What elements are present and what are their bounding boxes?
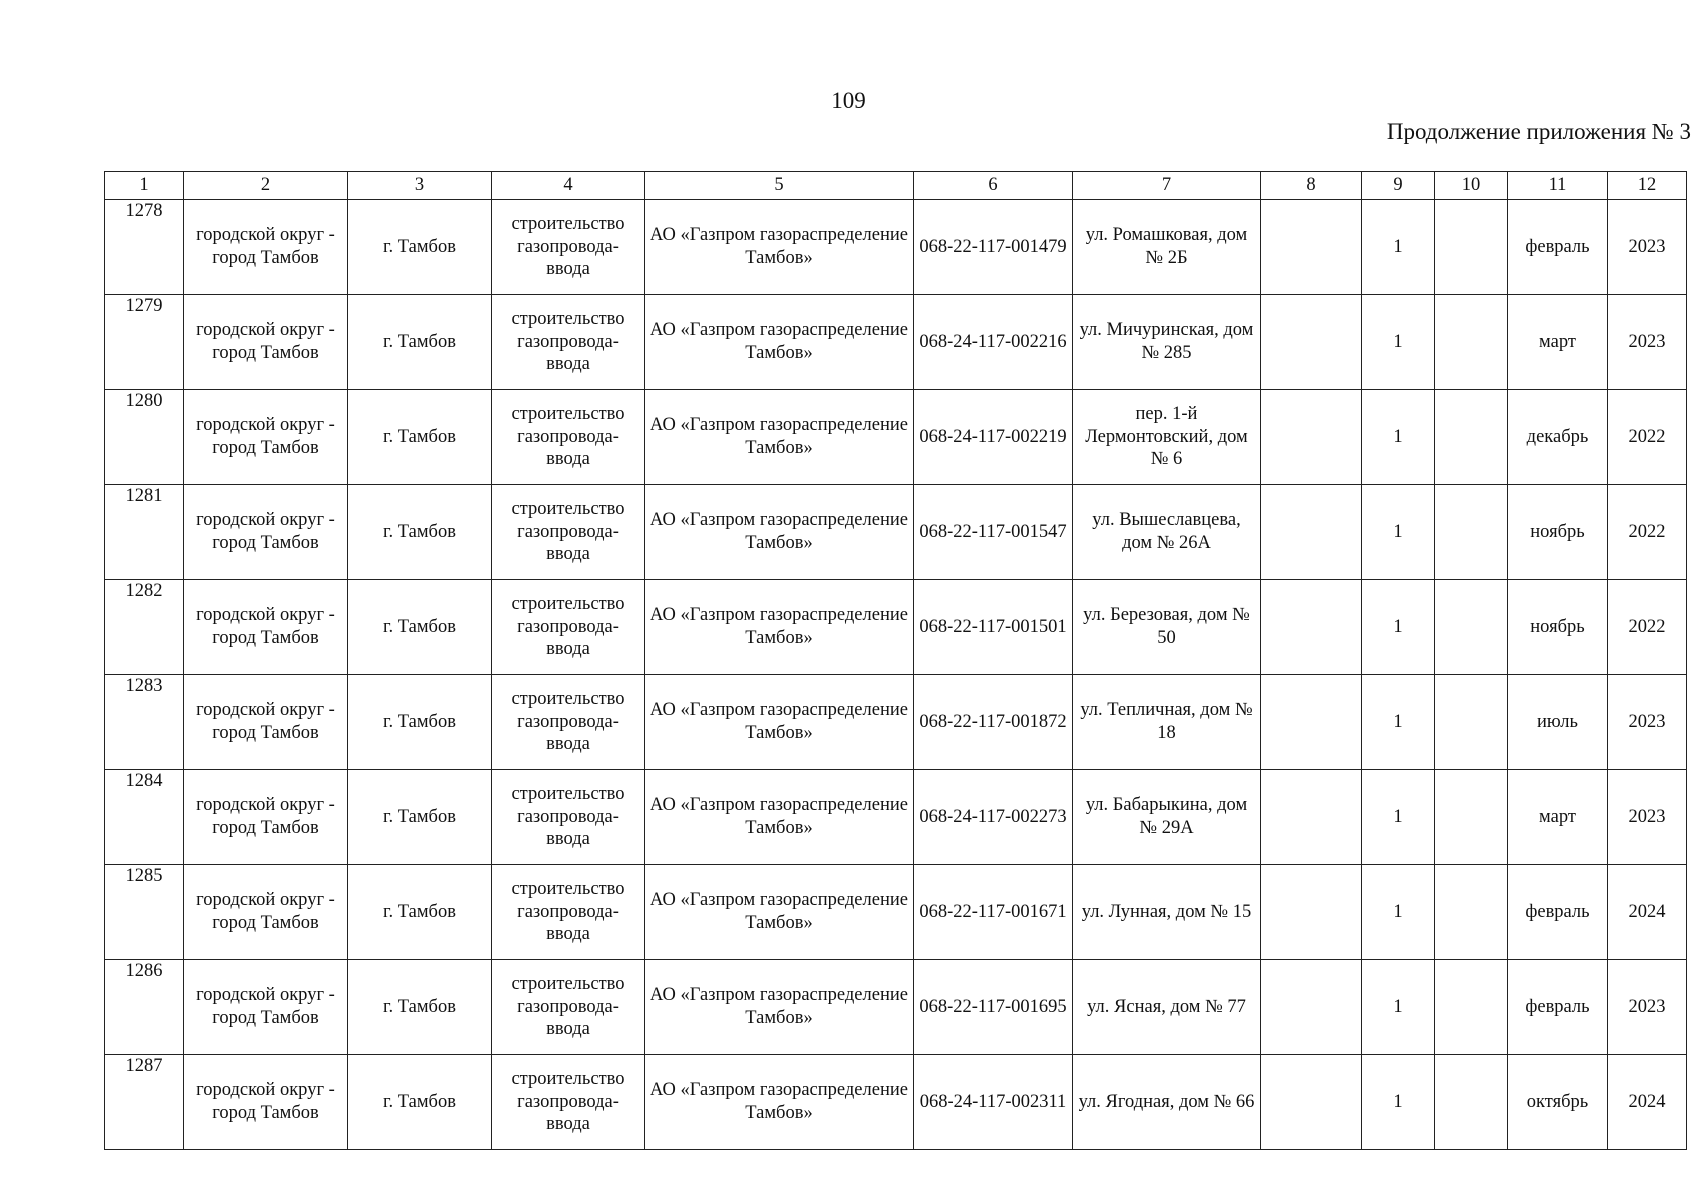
settlement-cell: г. Тамбов [348, 390, 492, 485]
work-type-cell: строительство газопровода-ввода [492, 580, 645, 675]
column-10-cell [1435, 675, 1508, 770]
work-type-cell: строительство газопровода-ввода [492, 960, 645, 1055]
year-cell: 2023 [1608, 960, 1687, 1055]
municipality-cell: городской округ - город Тамбов [184, 770, 348, 865]
quantity-cell: 1 [1362, 295, 1435, 390]
work-type-cell: строительство газопровода-ввода [492, 390, 645, 485]
address-cell: ул. Ягодная, дом № 66 [1073, 1055, 1261, 1150]
column-8-cell [1261, 770, 1362, 865]
column-10-cell [1435, 770, 1508, 865]
column-number-header-row [105, 172, 1687, 200]
quantity-cell: 1 [1362, 675, 1435, 770]
column-header-12: 12 [1608, 172, 1687, 200]
year-cell: 2023 [1608, 675, 1687, 770]
column-header-8: 8 [1261, 172, 1362, 200]
table-row [105, 200, 1687, 295]
row-number: 1278 [105, 200, 184, 295]
organization-cell: АО «Газпром газораспределение Тамбов» [645, 960, 914, 1055]
year-cell: 2022 [1608, 580, 1687, 675]
address-cell: ул. Ромашковая, дом № 2Б [1073, 200, 1261, 295]
quantity-cell: 1 [1362, 485, 1435, 580]
column-header-5: 5 [645, 172, 914, 200]
quantity-cell: 1 [1362, 390, 1435, 485]
table-row [105, 295, 1687, 390]
column-header-4: 4 [492, 172, 645, 200]
object-code-cell: 068-24-117-002216 [914, 295, 1073, 390]
year-cell: 2023 [1608, 770, 1687, 865]
organization-cell: АО «Газпром газораспределение Тамбов» [645, 770, 914, 865]
column-header-9: 9 [1362, 172, 1435, 200]
municipality-cell: городской округ - город Тамбов [184, 390, 348, 485]
column-10-cell [1435, 390, 1508, 485]
table-row [105, 675, 1687, 770]
settlement-cell: г. Тамбов [348, 1055, 492, 1150]
appendix-continuation-note: Продолжение приложения № 3 [1386, 119, 1691, 144]
municipality-cell: городской округ - город Тамбов [184, 295, 348, 390]
column-8-cell [1261, 960, 1362, 1055]
quantity-cell: 1 [1362, 865, 1435, 960]
month-cell: октябрь [1508, 1055, 1608, 1150]
column-header-1: 1 [105, 172, 184, 200]
column-header-11: 11 [1508, 172, 1608, 200]
column-header-6: 6 [914, 172, 1073, 200]
address-cell: ул. Тепличная, дом № 18 [1073, 675, 1261, 770]
settlement-cell: г. Тамбов [348, 770, 492, 865]
row-number: 1286 [105, 960, 184, 1055]
month-cell: февраль [1508, 865, 1608, 960]
page-number: 109 [831, 88, 866, 113]
row-number: 1285 [105, 865, 184, 960]
work-type-cell: строительство газопровода-ввода [492, 1055, 645, 1150]
work-type-cell: строительство газопровода-ввода [492, 770, 645, 865]
settlement-cell: г. Тамбов [348, 200, 492, 295]
address-cell: ул. Вышеславцева, дом № 26А [1073, 485, 1261, 580]
column-header-7: 7 [1073, 172, 1261, 200]
organization-cell: АО «Газпром газораспределение Тамбов» [645, 1055, 914, 1150]
column-10-cell [1435, 580, 1508, 675]
object-code-cell: 068-22-117-001501 [914, 580, 1073, 675]
municipality-cell: городской округ - город Тамбов [184, 1055, 348, 1150]
municipality-cell: городской округ - город Тамбов [184, 485, 348, 580]
column-10-cell [1435, 295, 1508, 390]
row-number: 1280 [105, 390, 184, 485]
column-10-cell [1435, 1055, 1508, 1150]
quantity-cell: 1 [1362, 200, 1435, 295]
month-cell: февраль [1508, 200, 1608, 295]
municipality-cell: городской округ - город Тамбов [184, 200, 348, 295]
municipality-cell: городской округ - город Тамбов [184, 580, 348, 675]
settlement-cell: г. Тамбов [348, 485, 492, 580]
settlement-cell: г. Тамбов [348, 960, 492, 1055]
column-header-10: 10 [1435, 172, 1508, 200]
year-cell: 2024 [1608, 865, 1687, 960]
column-header-3: 3 [348, 172, 492, 200]
work-type-cell: строительство газопровода-ввода [492, 675, 645, 770]
settlement-cell: г. Тамбов [348, 295, 492, 390]
month-cell: декабрь [1508, 390, 1608, 485]
address-cell: ул. Мичуринская, дом № 285 [1073, 295, 1261, 390]
settlement-cell: г. Тамбов [348, 580, 492, 675]
year-cell: 2023 [1608, 295, 1687, 390]
table-row [105, 770, 1687, 865]
object-code-cell: 068-24-117-002219 [914, 390, 1073, 485]
row-number: 1283 [105, 675, 184, 770]
column-8-cell [1261, 580, 1362, 675]
object-code-cell: 068-22-117-001695 [914, 960, 1073, 1055]
column-8-cell [1261, 865, 1362, 960]
object-code-cell: 068-22-117-001479 [914, 200, 1073, 295]
organization-cell: АО «Газпром газораспределение Тамбов» [645, 390, 914, 485]
address-cell: ул. Бабарыкина, дом № 29А [1073, 770, 1261, 865]
column-8-cell [1261, 1055, 1362, 1150]
organization-cell: АО «Газпром газораспределение Тамбов» [645, 200, 914, 295]
column-8-cell [1261, 200, 1362, 295]
row-number: 1279 [105, 295, 184, 390]
municipality-cell: городской округ - город Тамбов [184, 960, 348, 1055]
organization-cell: АО «Газпром газораспределение Тамбов» [645, 295, 914, 390]
month-cell: март [1508, 295, 1608, 390]
object-code-cell: 068-24-117-002273 [914, 770, 1073, 865]
row-number: 1282 [105, 580, 184, 675]
work-type-cell: строительство газопровода-ввода [492, 865, 645, 960]
year-cell: 2022 [1608, 390, 1687, 485]
work-type-cell: строительство газопровода-ввода [492, 200, 645, 295]
quantity-cell: 1 [1362, 580, 1435, 675]
settlement-cell: г. Тамбов [348, 865, 492, 960]
column-8-cell [1261, 485, 1362, 580]
table-row [105, 960, 1687, 1055]
table-row [105, 1055, 1687, 1150]
work-type-cell: строительство газопровода-ввода [492, 485, 645, 580]
column-10-cell [1435, 865, 1508, 960]
organization-cell: АО «Газпром газораспределение Тамбов» [645, 485, 914, 580]
month-cell: ноябрь [1508, 580, 1608, 675]
column-10-cell [1435, 960, 1508, 1055]
table-row [105, 390, 1687, 485]
row-number: 1281 [105, 485, 184, 580]
column-8-cell [1261, 675, 1362, 770]
quantity-cell: 1 [1362, 1055, 1435, 1150]
address-cell: ул. Лунная, дом № 15 [1073, 865, 1261, 960]
municipality-cell: городской округ - город Тамбов [184, 865, 348, 960]
column-8-cell [1261, 390, 1362, 485]
column-8-cell [1261, 295, 1362, 390]
gas-connection-register-table [104, 171, 1687, 1150]
object-code-cell: 068-22-117-001872 [914, 675, 1073, 770]
organization-cell: АО «Газпром газораспределение Тамбов» [645, 675, 914, 770]
year-cell: 2024 [1608, 1055, 1687, 1150]
settlement-cell: г. Тамбов [348, 675, 492, 770]
row-number: 1287 [105, 1055, 184, 1150]
municipality-cell: городской округ - город Тамбов [184, 675, 348, 770]
column-10-cell [1435, 485, 1508, 580]
work-type-cell: строительство газопровода-ввода [492, 295, 645, 390]
column-10-cell [1435, 200, 1508, 295]
object-code-cell: 068-24-117-002311 [914, 1055, 1073, 1150]
year-cell: 2023 [1608, 200, 1687, 295]
quantity-cell: 1 [1362, 770, 1435, 865]
object-code-cell: 068-22-117-001547 [914, 485, 1073, 580]
month-cell: март [1508, 770, 1608, 865]
table-row [105, 865, 1687, 960]
address-cell: ул. Ясная, дом № 77 [1073, 960, 1261, 1055]
year-cell: 2022 [1608, 485, 1687, 580]
month-cell: ноябрь [1508, 485, 1608, 580]
organization-cell: АО «Газпром газораспределение Тамбов» [645, 865, 914, 960]
column-header-2: 2 [184, 172, 348, 200]
quantity-cell: 1 [1362, 960, 1435, 1055]
table-row [105, 580, 1687, 675]
address-cell: ул. Березовая, дом № 50 [1073, 580, 1261, 675]
month-cell: февраль [1508, 960, 1608, 1055]
row-number: 1284 [105, 770, 184, 865]
organization-cell: АО «Газпром газораспределение Тамбов» [645, 580, 914, 675]
object-code-cell: 068-22-117-001671 [914, 865, 1073, 960]
table-row [105, 485, 1687, 580]
month-cell: июль [1508, 675, 1608, 770]
address-cell: пер. 1-й Лермонтовский, дом № 6 [1073, 390, 1261, 485]
